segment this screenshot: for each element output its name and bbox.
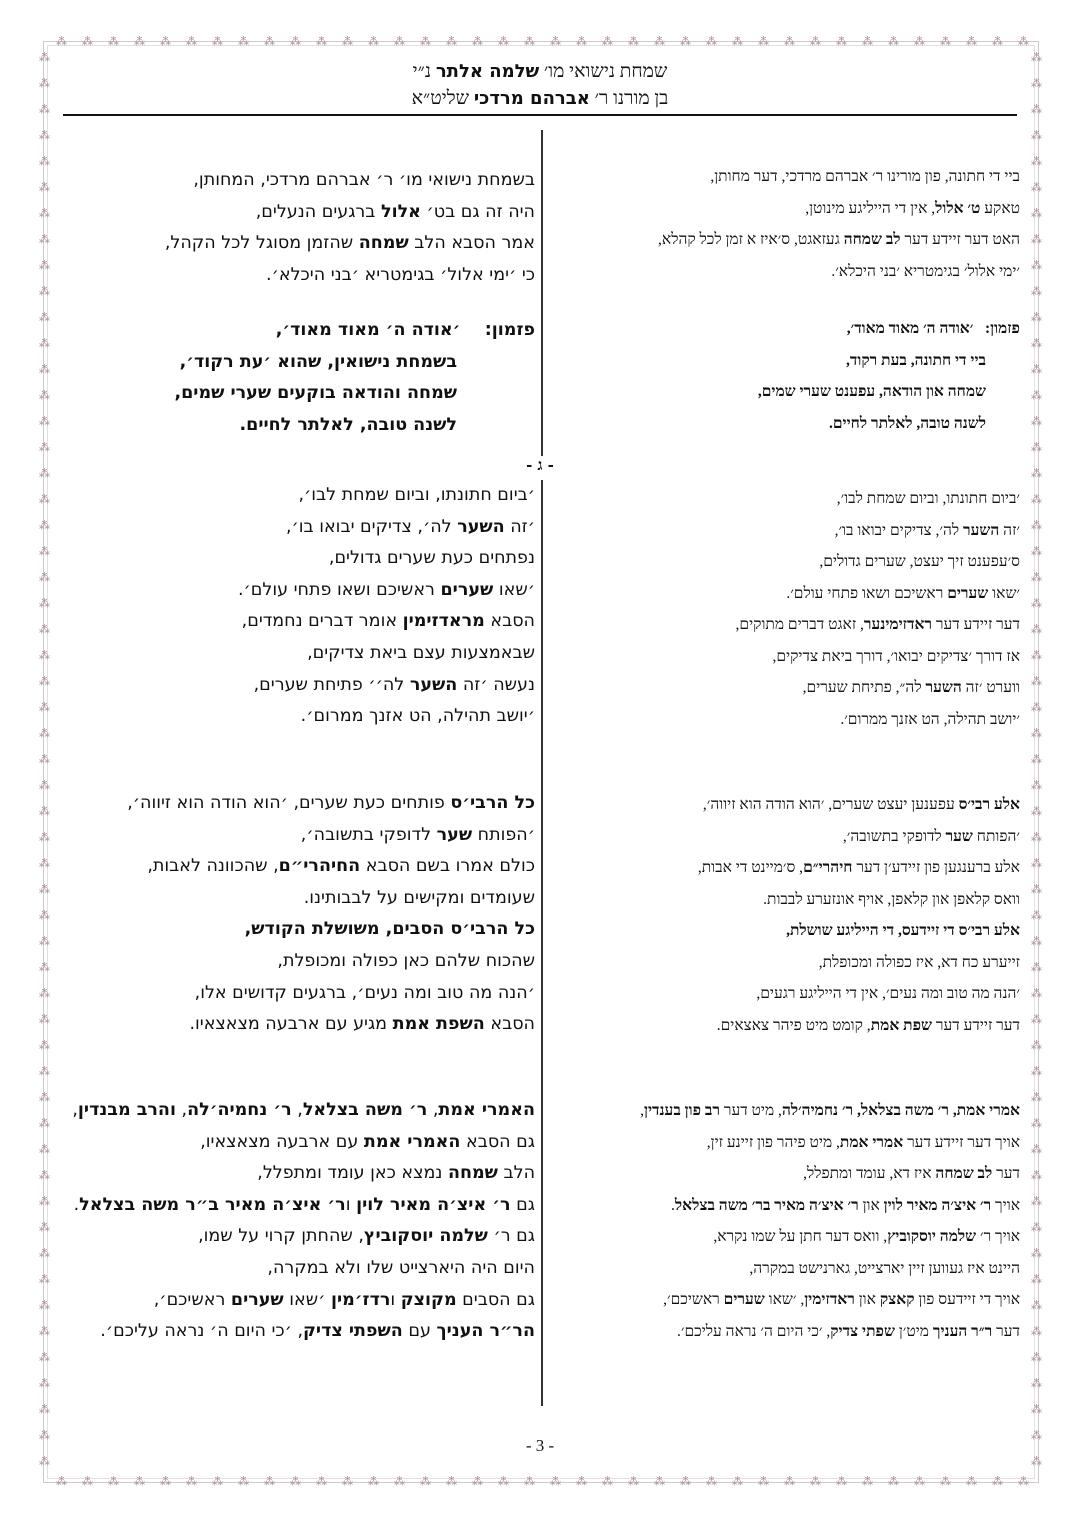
ornament-icon: ⁂ — [966, 1475, 977, 1488]
ornament-icon: ⁂ — [39, 909, 50, 922]
ornament-icon: ⁂ — [966, 35, 977, 48]
ornament-icon: ⁂ — [1031, 493, 1042, 506]
ornament-icon: ⁂ — [56, 1475, 67, 1488]
ornament-icon: ⁂ — [1031, 415, 1042, 428]
ornament-icon: ⁂ — [39, 1091, 50, 1104]
ornament-icon: ⁂ — [134, 35, 145, 48]
text-line: גם ר׳ שלמה יוסקוביץ, שהחתן קרוי על שמו, — [198, 1226, 535, 1247]
ornament-icon: ⁂ — [316, 1475, 327, 1488]
ornament-icon: ⁂ — [1031, 77, 1042, 90]
ornament-icon: ⁂ — [39, 51, 50, 64]
hebrew-stanza-1 — [50, 480, 535, 733]
text-line: היינט איז געווען זיין יארצייט, גארנישט במקרה, — [749, 1259, 1020, 1277]
refrain-first-line — [50, 315, 535, 347]
text-line: אלע ברענגען פון זיידע׳ן דער חיהרי״ם, ס׳מיינט די אבות, — [697, 859, 1020, 876]
ornament-icon: ⁂ — [524, 1475, 535, 1488]
ornament-icon: ⁂ — [1031, 1039, 1042, 1052]
section-marker: - ג - — [526, 456, 554, 474]
ornament-icon: ⁂ — [394, 1475, 405, 1488]
ornament-icon: ⁂ — [1031, 1221, 1042, 1234]
ornament-icon: ⁂ — [108, 35, 119, 48]
ornament-icon: ⁂ — [394, 35, 405, 48]
ornament-icon: ⁂ — [602, 1475, 613, 1488]
ornament-icon: ⁂ — [992, 35, 1003, 48]
ornament-icon: ⁂ — [1031, 129, 1042, 142]
text-line: ׳יושב תהילה, הט אזנך ממרום׳. — [300, 706, 535, 727]
ornament-icon: ⁂ — [420, 1475, 431, 1488]
ornament-icon: ⁂ — [39, 701, 50, 714]
ornament-icon: ⁂ — [39, 1039, 50, 1052]
ornament-icon: ⁂ — [1031, 1403, 1042, 1416]
ornament-icon: ⁂ — [1031, 337, 1042, 350]
ornament-icon: ⁂ — [1031, 961, 1042, 974]
ornament-icon: ⁂ — [39, 415, 50, 428]
ornament-icon: ⁂ — [550, 1475, 561, 1488]
header-line-1 — [0, 58, 1080, 85]
ornament-icon: ⁂ — [160, 1475, 171, 1488]
ornament-icon: ⁂ — [39, 883, 50, 896]
ornament-icon: ⁂ — [39, 571, 50, 584]
text-line: גם הסבים מקוצק ורדז׳מין ׳שאו שערים ראשיכם׳, — [153, 1289, 535, 1310]
text-line: שעומדים ומקישים על לבבותינו. — [303, 887, 535, 908]
text-line: אויך ר׳ שלמה יוסקוביץ, וואס דער חתן על שמו נקרא, — [713, 1228, 1020, 1245]
ornament-icon: ⁂ — [160, 35, 171, 48]
text-line: טאקע ט׳ אלול, אין די הייליגע מינוטן, — [805, 199, 1020, 217]
ornament-icon: ⁂ — [1031, 103, 1042, 116]
text-line: האט דער זיידע דער לב שמחה געזאגט, ס׳איז א זמן לכל קהלא, — [658, 231, 1020, 248]
ornament-icon: ⁂ — [1031, 181, 1042, 194]
text-line: דער זיידע דער ראדזימינער, זאגט דברים מתוקים, — [735, 616, 1020, 633]
text-line: אמר הסבא הלב שמחה שהזמן מסוגל לכל הקהל, — [164, 233, 535, 254]
ornament-icon: ⁂ — [39, 805, 50, 818]
text-line: כי ׳ימי אלול׳ בגימטריא ׳בני היכלא׳. — [266, 264, 535, 285]
groom-name: שלמה אלתר — [435, 61, 540, 82]
text-line: זייערע כח דא, איז כפולה ומכופלת, — [818, 953, 1020, 971]
ornament-icon: ⁂ — [1031, 675, 1042, 688]
ornament-icon: ⁂ — [134, 1475, 145, 1488]
ornament-icon: ⁂ — [39, 1273, 50, 1286]
ornament-icon: ⁂ — [39, 259, 50, 272]
text-line: גם ר׳ איצ׳ה מאיר לוין ור׳ איצ׳ה מאיר ב״ר משה בצלאל. — [73, 1194, 535, 1215]
ornament-icon: ⁂ — [836, 1475, 847, 1488]
text-line: ׳זה השער לה׳, צדיקים יבואו בו׳, — [285, 516, 535, 537]
refrain-first-text: ׳אודה ה׳ מאוד מאוד׳, — [275, 320, 461, 340]
father-name: אברהם מרדכי — [473, 88, 590, 109]
ornament-icon: ⁂ — [810, 1475, 821, 1488]
ornament-icon: ⁂ — [368, 35, 379, 48]
ornament-icon: ⁂ — [39, 467, 50, 480]
ornament-icon: ⁂ — [39, 337, 50, 350]
ornament-icon: ⁂ — [1031, 207, 1042, 220]
ornament-icon: ⁂ — [39, 77, 50, 90]
text-line: ׳שאו שערים ראשיכם ושאו פתחי עולם׳. — [237, 579, 535, 600]
refrain-first-line — [596, 313, 1020, 345]
ornament-icon: ⁂ — [1031, 1247, 1042, 1260]
ornament-icon: ⁂ — [39, 363, 50, 376]
ornament-icon: ⁂ — [888, 35, 899, 48]
ornament-icon: ⁂ — [810, 35, 821, 48]
ornament-icon: ⁂ — [836, 35, 847, 48]
ornament-icon: ⁂ — [39, 1195, 50, 1208]
ornament-icon: ⁂ — [264, 35, 275, 48]
ornament-icon: ⁂ — [39, 1403, 50, 1416]
ornament-icon: ⁂ — [446, 35, 457, 48]
ornament-icon: ⁂ — [1031, 571, 1042, 584]
ornament-icon: ⁂ — [39, 727, 50, 740]
page-header — [0, 58, 1080, 112]
text-line: דער ר״ר העניך מיט׳ן שפתי צדיק, ׳כי היום ה׳ נראה עליכם׳. — [676, 1322, 1020, 1340]
refrain-line: ביי די חתונה, בעת רקוד, — [846, 351, 986, 369]
ornament-icon: ⁂ — [39, 233, 50, 246]
ornament-icon: ⁂ — [39, 935, 50, 948]
header-line-2-suffix: שליט״א — [411, 88, 474, 109]
ornament-icon: ⁂ — [992, 1475, 1003, 1488]
ornament-icon: ⁂ — [732, 35, 743, 48]
ornament-icon: ⁂ — [39, 857, 50, 870]
ornament-icon: ⁂ — [39, 545, 50, 558]
ornament-icon: ⁂ — [1031, 233, 1042, 246]
ornament-icon: ⁂ — [1031, 155, 1042, 168]
text-line: אויך דער זיידע דער אמרי אמת, מיט פיהר פון זיינע זין, — [706, 1133, 1020, 1151]
ornament-icon: ⁂ — [472, 1475, 483, 1488]
text-line: היה זה גם בט׳ אלול ברגעים הנעלים, — [255, 201, 535, 222]
ornament-icon: ⁂ — [654, 35, 665, 48]
ornament-icon: ⁂ — [1031, 597, 1042, 610]
text-line: דער לב שמחה איז דא, עומד ומתפלל, — [803, 1165, 1020, 1182]
ornament-icon: ⁂ — [706, 35, 717, 48]
ornament-icon: ⁂ — [420, 35, 431, 48]
ornament-icon: ⁂ — [186, 1475, 197, 1488]
ornament-icon: ⁂ — [1031, 1273, 1042, 1286]
ornament-icon: ⁂ — [82, 1475, 93, 1488]
ornament-icon: ⁂ — [1031, 831, 1042, 844]
header-line-2 — [0, 85, 1080, 112]
ornament-icon: ⁂ — [1031, 727, 1042, 740]
text-line: ׳הנה מה טוב ומה נעים׳, ברגעים קדושים אלו, — [194, 982, 535, 1003]
ornament-icon: ⁂ — [39, 285, 50, 298]
ornament-icon: ⁂ — [39, 831, 50, 844]
ornament-icon: ⁂ — [39, 779, 50, 792]
header-divider — [63, 114, 1017, 116]
ornament-icon: ⁂ — [628, 35, 639, 48]
text-line: אויך ר׳ איצ׳ה מאיר לוין און ר׳ איצ׳ה מאיר בר׳ משה בצלאל. — [671, 1196, 1020, 1214]
ornament-icon: ⁂ — [238, 35, 249, 48]
page-number: - 3 - — [525, 1436, 555, 1455]
refrain-line: שמחה און הודאה, עפענט שערי שמים, — [757, 383, 986, 400]
ornament-icon: ⁂ — [1031, 1013, 1042, 1026]
ornament-icon: ⁂ — [342, 35, 353, 48]
text-line: ׳שאו שערים ראשיכם ושאו פתחי עולם׳. — [786, 584, 1020, 602]
text-line: הר״ר העניך עם השפתי צדיק, ׳כי היום ה׳ נראה עליכם׳. — [100, 1321, 535, 1342]
text-line: אלע רבי׳ס עפענען יעצט שערים, ׳הוא הודה הוא זיווה׳, — [702, 796, 1020, 813]
ornament-icon: ⁂ — [39, 675, 50, 688]
yiddish-stanza-2 — [596, 789, 1020, 1041]
ornament-icon: ⁂ — [576, 1475, 587, 1488]
ornament-icon: ⁂ — [550, 35, 561, 48]
ornament-icon: ⁂ — [39, 1169, 50, 1182]
ornament-icon: ⁂ — [862, 1475, 873, 1488]
ornament-icon: ⁂ — [446, 1475, 457, 1488]
ornament-icon: ⁂ — [39, 389, 50, 402]
ornament-icon: ⁂ — [1018, 35, 1029, 48]
text-line: בשמחת נישואי מו׳ ר׳ אברהם מרדכי, המחותן, — [193, 170, 535, 190]
refrain-first-text: ׳אודה ה׳ מאוד מאוד׳, — [846, 320, 974, 337]
refrain-label: פזמון: — [484, 320, 535, 340]
text-line: כל הרבי׳ס הסבים, משושלת הקודש, — [244, 919, 535, 940]
ornament-icon: ⁂ — [784, 35, 795, 48]
yiddish-stanza-3 — [596, 1095, 1020, 1347]
ornament-icon: ⁂ — [39, 1299, 50, 1312]
ornament-icon: ⁂ — [39, 1221, 50, 1234]
ornament-icon: ⁂ — [56, 35, 67, 48]
text-line: ביי די חתונה, פון מורינו ר׳ אברהם מרדכי, דער מחותן, — [710, 168, 1020, 185]
ornament-icon: ⁂ — [914, 35, 925, 48]
text-line: וואס קלאפן און קלאפן, אויף אונזערע לבבות. — [763, 890, 1020, 908]
ornament-icon: ⁂ — [784, 1475, 795, 1488]
ornament-icon: ⁂ — [39, 129, 50, 142]
text-line: גם הסבא האמרי אמת עם ארבעה מצאצאיו, — [200, 1131, 535, 1152]
refrain-line: בשמחת נישואין, שהוא ׳עת רקוד׳, — [179, 351, 457, 372]
ornament-icon: ⁂ — [39, 1351, 50, 1364]
ornament-icon: ⁂ — [914, 1475, 925, 1488]
hebrew-refrain — [50, 315, 535, 441]
ornament-icon: ⁂ — [264, 1475, 275, 1488]
ornament-icon: ⁂ — [342, 1475, 353, 1488]
ornament-icon: ⁂ — [290, 35, 301, 48]
refrain-line: לשנה טובה, לאלתר לחיים. — [828, 414, 986, 432]
ornament-icon: ⁂ — [1031, 519, 1042, 532]
ornament-icon: ⁂ — [498, 1475, 509, 1488]
ornament-icon: ⁂ — [39, 103, 50, 116]
text-line: אויך די זיידעס פון קאצק און ראדזימין, ׳שאו שערים ראשיכם׳, — [663, 1291, 1020, 1308]
ornament-icon: ⁂ — [186, 35, 197, 48]
ornament-icon: ⁂ — [39, 207, 50, 220]
ornament-icon: ⁂ — [1031, 389, 1042, 402]
ornament-icon: ⁂ — [1031, 1195, 1042, 1208]
text-line: ׳הנה מה טוב ומה נעים׳, אין די הייליגע רגעים, — [756, 985, 1020, 1002]
ornament-icon: ⁂ — [316, 35, 327, 48]
ornament-icon: ⁂ — [39, 961, 50, 974]
ornament-icon: ⁂ — [680, 35, 691, 48]
ornament-icon: ⁂ — [1031, 623, 1042, 636]
ornament-icon: ⁂ — [472, 35, 483, 48]
text-line: היום היה היארצייט שלו ולא במקרה, — [267, 1257, 535, 1278]
ornament-icon: ⁂ — [39, 441, 50, 454]
yiddish-intro — [596, 161, 1020, 287]
ornament-icon: ⁂ — [39, 597, 50, 610]
text-line: הסבא מראדזימין אומר דברים נחמדים, — [241, 611, 535, 632]
ornament-icon: ⁂ — [758, 1475, 769, 1488]
ornament-icon: ⁂ — [1031, 1351, 1042, 1364]
refrain-line: לשנה טובה, לאלתר לחיים. — [239, 414, 457, 435]
text-line: נפתחים כעת שערים גדולים, — [328, 548, 535, 569]
ornament-icon: ⁂ — [1031, 1325, 1042, 1338]
text-line: אמרי אמת, ר׳ משה בצלאל, ר׳ נחמיה׳לה, מיט דער רב פון בענדין, — [640, 1102, 1020, 1119]
ornament-icon: ⁂ — [1031, 1377, 1042, 1390]
text-line: ׳ביום חתונתו, וביום שמחת לבו׳, — [836, 490, 1020, 507]
ornament-icon: ⁂ — [1031, 779, 1042, 792]
ornament-icon: ⁂ — [602, 35, 613, 48]
text-line: שבאמצעות עצם ביאת צדיקים, — [307, 642, 535, 663]
ornament-icon: ⁂ — [1031, 51, 1042, 64]
ornament-icon: ⁂ — [39, 181, 50, 194]
ornament-icon: ⁂ — [706, 1475, 717, 1488]
ornament-icon: ⁂ — [1031, 259, 1042, 272]
ornament-icon: ⁂ — [654, 1475, 665, 1488]
text-line: ׳זה השער לה׳, צדיקים יבואו בו׳, — [834, 521, 1020, 539]
refrain-line: שמחה והודאה בוקעים שערי שמים, — [174, 383, 457, 404]
ornament-icon: ⁂ — [39, 753, 50, 766]
ornament-icon: ⁂ — [1031, 545, 1042, 558]
ornament-icon: ⁂ — [1031, 987, 1042, 1000]
ornament-icon: ⁂ — [1031, 1065, 1042, 1078]
ornament-icon: ⁂ — [758, 35, 769, 48]
ornament-icon: ⁂ — [1031, 467, 1042, 480]
ornament-icon: ⁂ — [1018, 1475, 1029, 1488]
ornament-icon: ⁂ — [1031, 701, 1042, 714]
ornament-icon: ⁂ — [212, 35, 223, 48]
ornament-icon: ⁂ — [1031, 1455, 1042, 1468]
text-line: ׳הפותח שער לדופקי בתשובה׳, — [300, 824, 535, 845]
ornament-icon: ⁂ — [39, 1117, 50, 1130]
ornament-icon: ⁂ — [862, 35, 873, 48]
header-line-1-prefix: שמחת נישואי מו׳ — [539, 61, 668, 82]
ornament-icon: ⁂ — [498, 35, 509, 48]
ornament-icon: ⁂ — [82, 35, 93, 48]
text-line: ׳ביום חתונתו, וביום שמחת לבו׳, — [298, 485, 535, 505]
ornament-icon: ⁂ — [39, 1429, 50, 1442]
column-divider-bottom — [541, 480, 543, 1406]
ornament-icon: ⁂ — [39, 1325, 50, 1338]
text-line: נעשה ׳זה השער לה׳׳ פתיחת שערים, — [253, 674, 535, 695]
ornament-icon: ⁂ — [1031, 935, 1042, 948]
ornament-icon: ⁂ — [39, 1065, 50, 1078]
ornament-icon: ⁂ — [940, 35, 951, 48]
ornament-icon: ⁂ — [108, 1475, 119, 1488]
ornament-icon: ⁂ — [39, 1377, 50, 1390]
ornament-icon: ⁂ — [1031, 1091, 1042, 1104]
ornament-icon: ⁂ — [238, 1475, 249, 1488]
text-line: ׳ימי אלול׳ בגימטריא ׳בני היכלא׳. — [831, 262, 1020, 280]
ornament-icon: ⁂ — [39, 1455, 50, 1468]
ornament-icon: ⁂ — [1031, 909, 1042, 922]
ornament-icon: ⁂ — [39, 493, 50, 506]
text-line: הסבא השפת אמת מגיע עם ארבעה מצאצאיו. — [189, 1014, 535, 1035]
ornament-icon: ⁂ — [39, 623, 50, 636]
ornament-icon: ⁂ — [39, 1013, 50, 1026]
refrain-label: פזמון: — [984, 320, 1020, 337]
ornament-icon: ⁂ — [1031, 1299, 1042, 1312]
ornament-icon: ⁂ — [1031, 753, 1042, 766]
ornament-icon: ⁂ — [732, 1475, 743, 1488]
text-line: שהכוח שלהם כאן כפולה ומכופלת, — [277, 950, 535, 971]
ornament-icon: ⁂ — [1031, 649, 1042, 662]
ornament-icon: ⁂ — [1031, 1429, 1042, 1442]
ornament-icon: ⁂ — [1031, 857, 1042, 870]
ornament-icon: ⁂ — [39, 1247, 50, 1260]
ornament-icon: ⁂ — [628, 1475, 639, 1488]
ornament-icon: ⁂ — [1031, 805, 1042, 818]
hebrew-stanza-2 — [50, 788, 535, 1041]
text-line: כולם אמרו בשם הסבא החיהרי״ם, שהכוונה לאבות, — [147, 856, 535, 877]
ornament-icon: ⁂ — [680, 1475, 691, 1488]
ornament-icon: ⁂ — [39, 155, 50, 168]
yiddish-refrain — [596, 313, 1020, 439]
text-line: דער זיידע דער שפת אמת, קומט מיט פיהר צאצאים. — [716, 1016, 1020, 1034]
text-line: ווערט ׳זה השער לה״, פתיחת שערים, — [802, 679, 1020, 696]
ornament-icon: ⁂ — [1031, 441, 1042, 454]
ornament-icon: ⁂ — [1031, 1143, 1042, 1156]
ornament-icon: ⁂ — [1031, 883, 1042, 896]
column-divider-top — [541, 130, 543, 456]
text-line: אז דורך ׳צדיקים יבואו׳, דורך ביאת צדיקים, — [772, 647, 1020, 665]
ornament-icon: ⁂ — [39, 519, 50, 532]
yiddish-stanza-1 — [596, 483, 1020, 735]
text-line: ׳יושב תהילה, הט אזנך ממרום׳. — [840, 710, 1020, 728]
header-line-1-suffix: נ״י — [412, 61, 436, 82]
ornament-icon: ⁂ — [940, 1475, 951, 1488]
hebrew-intro — [50, 165, 535, 291]
ornament-icon: ⁂ — [888, 1475, 899, 1488]
hebrew-stanza-3 — [50, 1095, 535, 1348]
ornament-icon: ⁂ — [1031, 311, 1042, 324]
ornament-icon: ⁂ — [1031, 285, 1042, 298]
ornament-icon: ⁂ — [368, 1475, 379, 1488]
text-line: ס׳עפענט זיך יעצט, שערים גדולים, — [819, 553, 1020, 570]
ornament-icon: ⁂ — [1031, 1117, 1042, 1130]
text-line: האמרי אמת, ר׳ משה בצלאל, ר׳ נחמיה׳לה, והרב מבנדין, — [72, 1100, 535, 1120]
ornament-icon: ⁂ — [1031, 1169, 1042, 1182]
text-line: ׳הפותח שער לדופקי בתשובה׳, — [842, 827, 1020, 845]
ornament-icon: ⁂ — [39, 311, 50, 324]
ornament-icon: ⁂ — [290, 1475, 301, 1488]
ornament-icon: ⁂ — [39, 649, 50, 662]
ornament-icon: ⁂ — [39, 1143, 50, 1156]
ornament-icon: ⁂ — [212, 1475, 223, 1488]
ornament-icon: ⁂ — [576, 35, 587, 48]
ornament-icon: ⁂ — [524, 35, 535, 48]
header-line-2-prefix: בן מורנו ר׳ — [589, 88, 669, 109]
ornament-icon: ⁂ — [39, 987, 50, 1000]
text-line: כל הרבי׳ס פותחים כעת שערים, ׳הוא הודה הוא זיווה׳, — [127, 793, 535, 813]
text-line: הלב שמחה נמצא כאן עומד ומתפלל, — [257, 1163, 535, 1184]
ornament-icon: ⁂ — [1031, 363, 1042, 376]
text-line: אלע רבי׳ס די זיידעס, די הייליגע שושלת, — [786, 922, 1020, 939]
